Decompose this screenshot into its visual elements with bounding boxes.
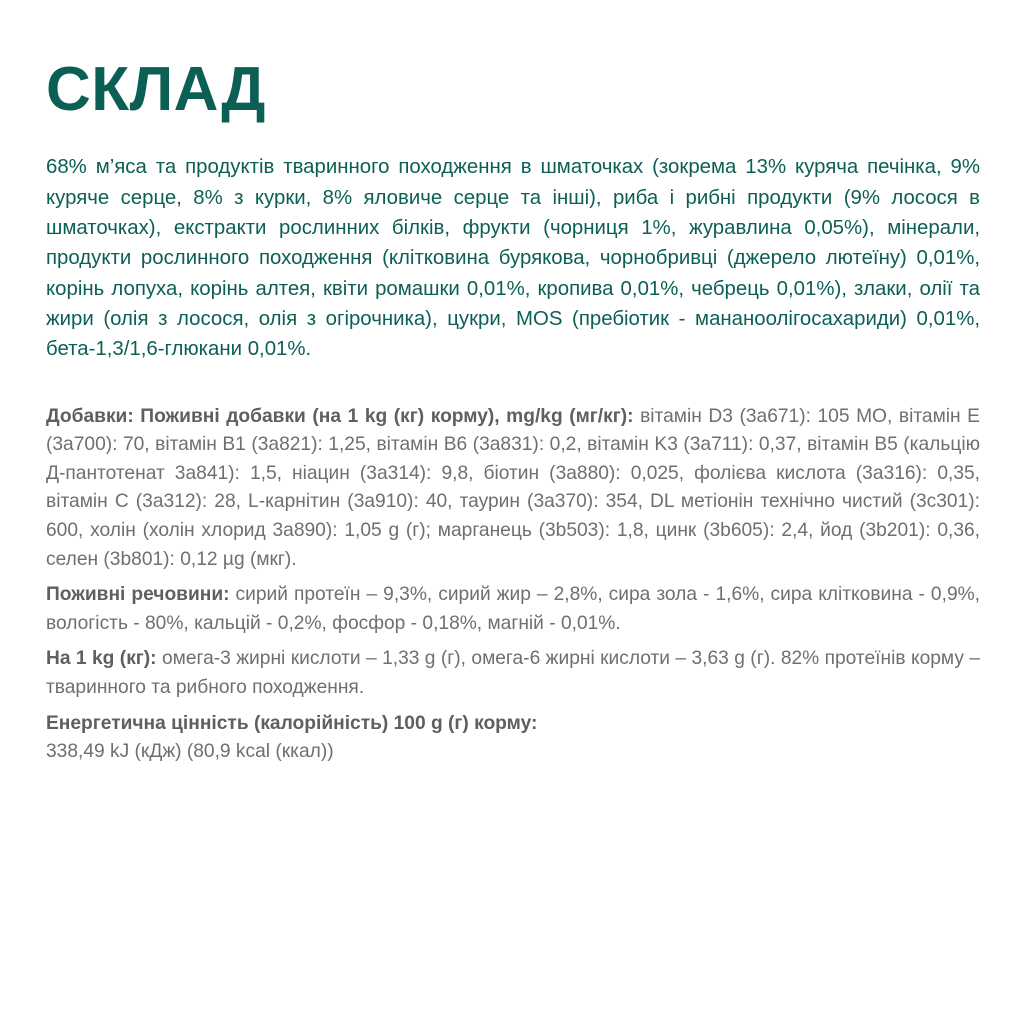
nutrients-label: Поживні речовини:: [46, 584, 230, 606]
nutrients-paragraph: [46, 581, 980, 638]
energy-value-label: Енергетична цінність (калорійність) 100 g (г) корму:: [46, 712, 538, 734]
nutrients-value: сирий протеїн – 9,3%, сирий жир – 2,8%, сира зола - 1,6%, сира клітковина - 0,9%, вологість - 80%, кальцій - 0,2%, фосфор - 0,18%, магній - 0,01%.: [46, 584, 981, 634]
page-title: СКЛАД: [46, 55, 266, 124]
composition-paragraph: 68% м’яса та продуктів тваринного походження в шматочках (зокрема 13% куряча печінка, 9% куряче серце, 8% з курки, 8% яловиче серце та інші), риба і рибні продукти (9% лосося в шматочках), екстракти рослинних білків, фрукти (чорниця 1%, журавлина 0,05%), мінерали, продукти рослинного походження (клітковина бурякова, чорнобривці (джерело лютеїну) 0,01%, корінь лопуха, корінь алтея, квіти ромашки 0,01%, кропива 0,01%, чебрець 0,01%), злаки, олії та жири (олія з лосося, олія з огірочника), цукри, MOS (пребіотик - мананоолігосахариди) 0,01%, бета-1,3/1,6-глюкани 0,01%.: [46, 156, 980, 361]
per-kilogram-value: омега-3 жирні кислоти – 1,33 g (г), омега-6 жирні кислоти – 3,63 g (г). 82% протеїнів корму – тваринного та рибного походження.: [46, 648, 980, 699]
additives-value: вітамін D3 (3a671): 105 МО, вітамін Е (3a700): 70, вітамін B1 (3a821): 1,25, вітамін B6 (3a831): 0,2, вітамін K3 (3a711): 0,37, вітамін B5 (кальцію Д-пантотенат 3a841): 1,5, ніацин (3a314): 9,8, біотин (3a880): 0,025, фолієва кислота (3a316): 0,35, вітамін С (3a312): 28, L-карнітин (3a910): 40, таурин (3a370): 354, DL метіонін технічно чистий (3c301): 600, холін (холін хлорид 3a890): 1,05 g (г); марганець (3b503): 1,8, цинк (3b605): 2,4, йод (3b201): 0,36, селен (3b801): 0,12 µg (мкг).: [46, 405, 980, 570]
per-kilogram-label: На 1 kg (кг):: [46, 648, 157, 670]
energy-value-amount: 338,49 kJ (кДж) (80,9 kcal (ккал)): [46, 741, 334, 763]
additives-paragraph: [46, 403, 980, 575]
per-kilogram-paragraph: [46, 645, 980, 702]
additives-label: Добавки: Поживні добавки (на 1 kg (кг) корму), mg/kg (мг/кг):: [46, 405, 634, 427]
nutrition-details: [46, 403, 980, 767]
